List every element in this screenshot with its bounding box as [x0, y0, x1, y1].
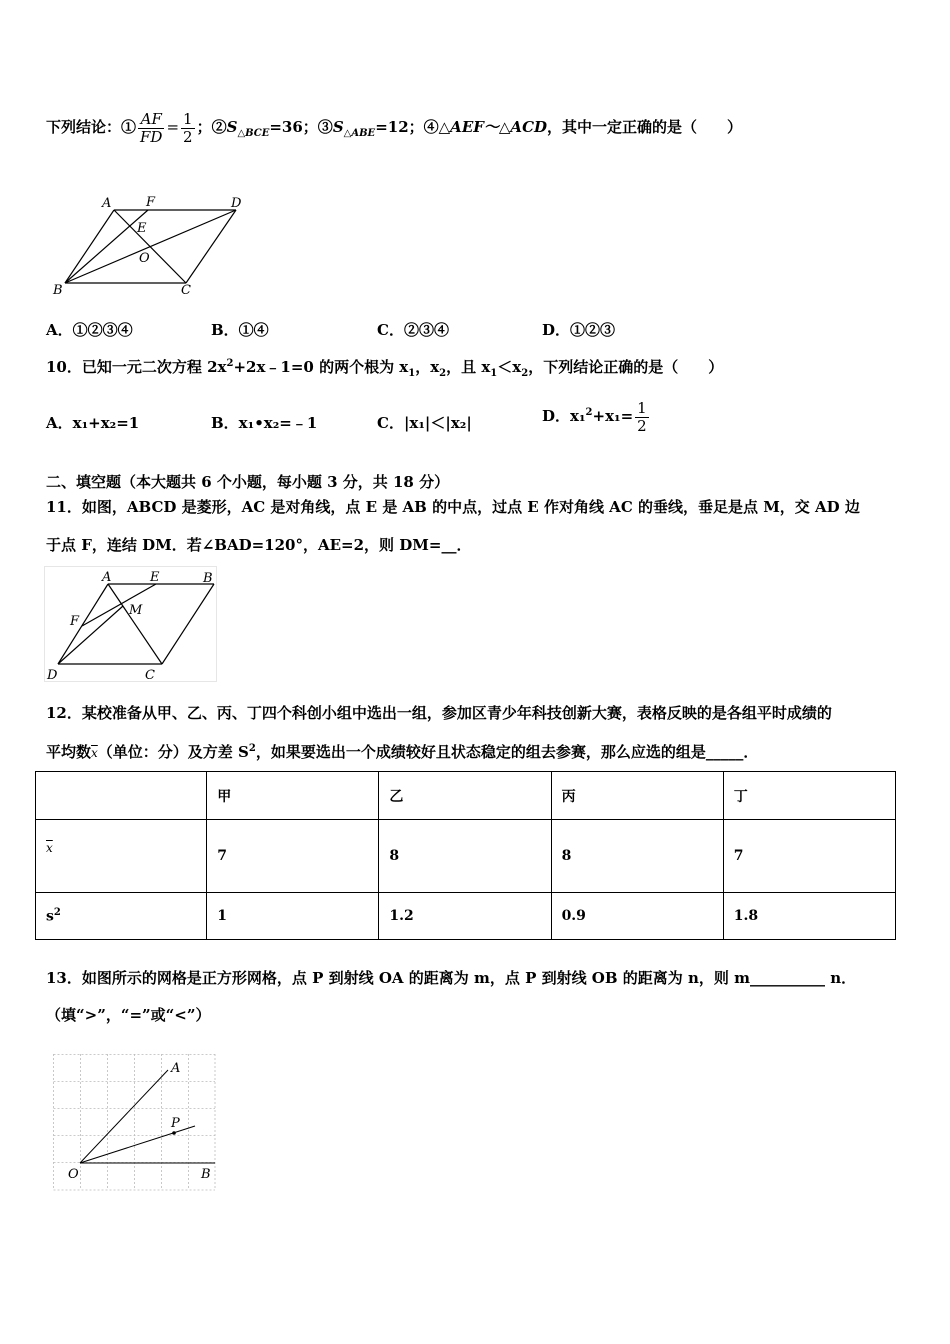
score-table	[35, 771, 896, 940]
q10-option-b[interactable]: B．x₁•x₂=﹣1	[211, 414, 318, 432]
answer-blank[interactable]: __．	[441, 536, 472, 554]
q12-line1: 12．某校准备从甲、乙、丙、丁四个科创小组中选出一组，参加区青少年科技创新大赛，表格反映的是各组平时成绩的	[46, 704, 832, 722]
q12-line2: 平均数$\overline{x}$（单位：分）及方差 $S^2$，如果要选出一个成绩较好且状态稳定的组去参赛，那么应选的组是_____．	[46, 743, 759, 761]
label-c: C	[181, 283, 191, 298]
label-f: F	[146, 195, 156, 210]
section-title: 二、填空题（本大题共 6 个小题，每小题 3 分，共 18 分）	[46, 473, 450, 491]
q9-option-d[interactable]: D．①②③	[542, 321, 616, 339]
q9-option-b[interactable]: B．①④	[211, 321, 269, 339]
header-ding: 丁	[723, 772, 895, 820]
q11-line1: 11．如图，ABCD 是菱形，AC 是对角线，点 E 是 AB 的中点，过点 E 作对角线 AC 的垂线，垂足是点 M，交 AD 边	[46, 498, 860, 516]
label-b: B	[203, 571, 213, 586]
label-o: O	[139, 251, 150, 266]
q13-grid-figure	[53, 1054, 219, 1194]
answer-blank[interactable]: __________	[749, 969, 825, 987]
label-c: C	[145, 668, 155, 683]
label-d: D	[47, 668, 58, 683]
header-jia: 甲	[207, 772, 379, 820]
q10-option-d[interactable]: D．x₁$^2$+x₁= $\frac{1}{2}$	[542, 398, 647, 435]
label-a: A	[171, 1061, 181, 1076]
fraction-half: $\frac{1}{2}$	[183, 109, 193, 146]
q13-line1: 13．如图所示的网格是正方形网格，点 P 到射线 OA 的距离为 m，点 P 到射线 OB 的距离为 n，则 m__________ n．	[46, 969, 857, 987]
label-a: A	[102, 196, 112, 211]
label-d: D	[231, 196, 242, 211]
answer-blank[interactable]: _____．	[705, 743, 759, 761]
q9-option-a[interactable]: A．①②③④	[46, 321, 133, 339]
q9-parallelogram-figure	[48, 190, 258, 300]
q10-statement: 10．已知一元二次方程 $2x^2+2x﹣1=0$ 的两个根为 $x_1$，$x_2$，且 $x_1<x_2$，下列结论正确的是（ ）	[46, 358, 724, 379]
label-b: B	[53, 283, 63, 298]
label-b: B	[201, 1167, 211, 1182]
q11-line2: 于点 F，连结 DM．若∠BAD=120°，AE=2，则 DM=__．	[46, 536, 472, 554]
point-p	[172, 1131, 176, 1135]
q10-option-a[interactable]: A．x₁+x₂=1	[46, 414, 140, 432]
fraction-af-fd: $\frac{AF}{FD}$	[140, 109, 163, 146]
q11-rhombus-figure	[44, 566, 224, 686]
q13-line2: （填“>”，“=”或“<”）	[46, 1006, 211, 1024]
label-a: A	[102, 570, 112, 585]
label-f: F	[70, 614, 80, 629]
label-p: P	[171, 1116, 180, 1131]
table-row-variance: $s^2$ 1 1.2 0.9 1.8	[36, 893, 896, 940]
header-bing: 丙	[551, 772, 723, 820]
label-o: O	[68, 1167, 79, 1182]
label-e: E	[150, 570, 160, 585]
label-m: M	[129, 603, 143, 618]
table-row-mean: $\overline{x}$ 7 8 8 7	[36, 820, 896, 893]
q9-statement: 下列结论：① $\frac{AF}{FD}$ = $\frac{1}{2}$ ；$②S_{\triangle BCE}=36$；$③S_{\triangle ABE}=12$；④△AEF～△ACD，其中一定正确的是（ ）	[46, 109, 743, 146]
table-header-row	[36, 772, 896, 820]
header-yi: 乙	[379, 772, 551, 820]
fraction-half-d: $\frac{1}{2}$	[637, 398, 647, 435]
label-e: E	[137, 221, 147, 236]
q10-option-c[interactable]: C．|x₁|＜|x₂|	[377, 414, 472, 432]
q9-option-c[interactable]: C．②③④	[377, 321, 449, 339]
